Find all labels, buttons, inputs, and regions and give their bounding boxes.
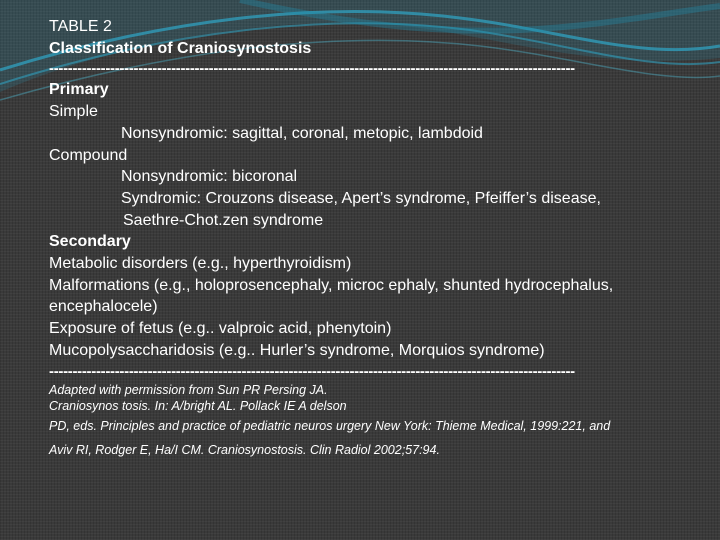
divider-bottom: ---------------------------------------------------------------------------------------------------------------- [49, 362, 575, 380]
citation-line: Craniosynos tosis. In: A/bright AL. Pollack IE A delson [49, 398, 347, 413]
primary-heading: Primary [49, 81, 109, 99]
simple-label: Simple [49, 103, 98, 121]
secondary-item: Malformations (e.g., holoprosencephaly, microc ephaly, shunted hydrocephalus, encephalocele) [49, 276, 614, 316]
divider-top: ---------------------------------------------------------------------------------------------------------------- [49, 60, 575, 78]
compound-item: Saethre-Chot.zen syndrome [123, 211, 324, 229]
citation-line: Adapted with permission from Sun PR Persing JA. [49, 382, 328, 397]
secondary-heading: Secondary [49, 233, 131, 251]
table-title: Classification of Craniosynostosis [49, 39, 312, 57]
compound-item: Nonsyndromic: bicoronal [121, 168, 298, 186]
table-label: TABLE 2 [49, 18, 112, 35]
compound-item: Syndromic: Crouzons disease, Apert’s syndrome, Pfeiffer’s disease, [121, 189, 601, 207]
secondary-item: Metabolic disorders (e.g., hyperthyroidism) [49, 255, 352, 273]
secondary-item: Mucopolysaccharidosis (e.g.. Hurler’s syndrome, Morquios syndrome) [49, 341, 545, 359]
slide-content [49, 16, 714, 462]
citation-line: PD, eds. Principles and practice of pediatric neuros urgery New York: Thieme Medical, 1999:221, and [49, 418, 611, 433]
compound-label: Compound [49, 146, 128, 164]
citation-line: Aviv RI, Rodger E, Ha/I CM. Craniosynostosis. Clin Radiol 2002;57:94. [49, 442, 440, 457]
simple-item: Nonsyndromic: sagittal, coronal, metopic, lambdoid [121, 124, 483, 142]
secondary-item: Exposure of fetus (e.g.. valproic acid, phenytoin) [49, 320, 392, 338]
